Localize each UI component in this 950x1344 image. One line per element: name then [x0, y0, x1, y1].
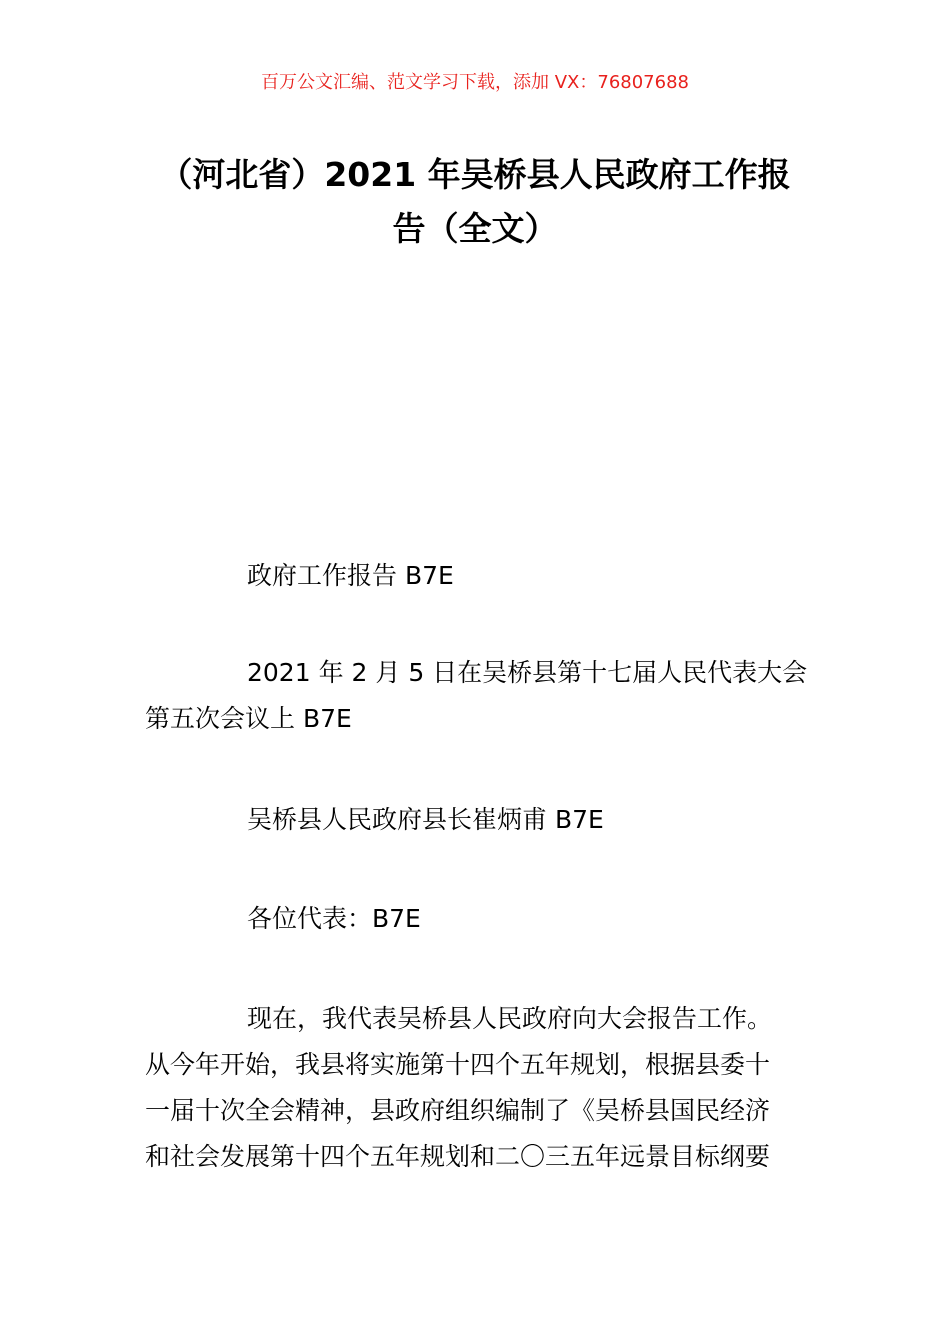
- paragraph-text: 政府工作报告 B7E: [247, 561, 454, 590]
- title-line-1: （河北省）2021 年吴桥县人民政府工作报: [159, 155, 791, 194]
- paragraph-speaker: [145, 797, 807, 843]
- document-title: [145, 148, 805, 256]
- paragraph-line: 和社会发展第十四个五年规划和二〇三五年远景目标纲要: [145, 1142, 771, 1171]
- paragraph-line: 从今年开始，我县将实施第十四个五年规划，根据县委十: [145, 1050, 771, 1079]
- paragraph-text: 吴桥县人民政府县长崔炳甫 B7E: [247, 805, 604, 834]
- paragraph-line: 2021 年 2 月 5 日在吴桥县第十七届人民代表大会: [247, 658, 808, 687]
- header-banner: 百万公文汇编、范文学习下载，添加 VX：76807688: [261, 72, 689, 93]
- paragraph-line: 现在，我代表吴桥县人民政府向大会报告工作。: [247, 1004, 773, 1033]
- paragraph-meeting-date: [145, 650, 807, 742]
- title-line-2: 告（全文）: [392, 209, 558, 248]
- paragraph-line: 一届十次全会精神，县政府组织编制了《吴桥县国民经济: [145, 1096, 771, 1125]
- paragraph-salutation: [145, 896, 807, 942]
- paragraph-line: 第五次会议上 B7E: [145, 704, 352, 733]
- paragraph-report-label: [145, 553, 807, 599]
- paragraph-opening: [145, 996, 807, 1180]
- paragraph-text: 各位代表：B7E: [247, 904, 421, 933]
